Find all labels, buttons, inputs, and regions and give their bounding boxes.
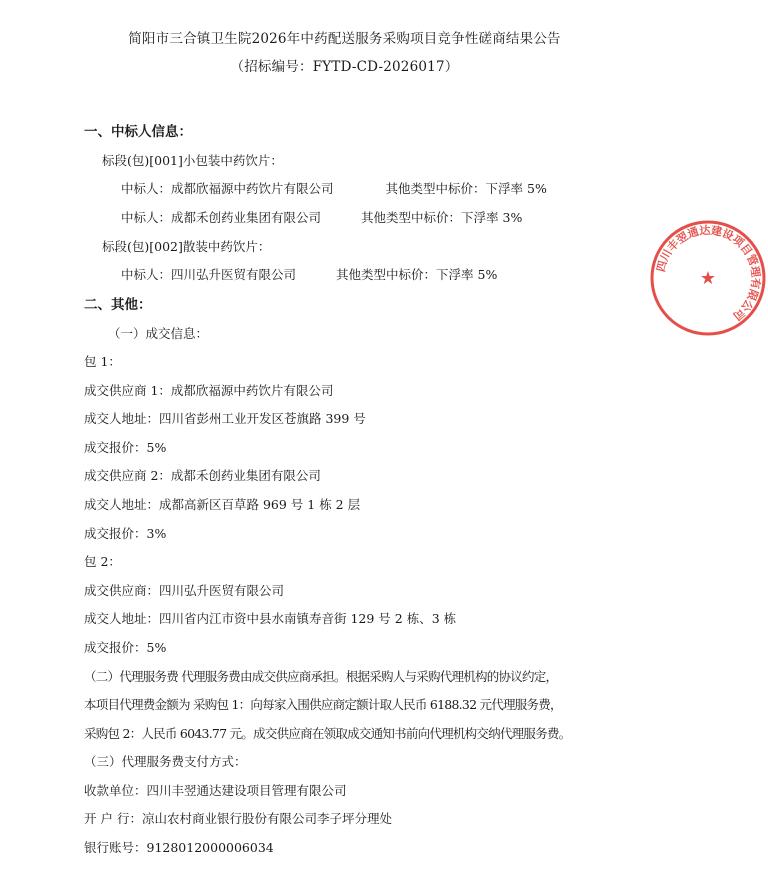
winner-price: 其他类型中标价：下浮率 5% [336, 267, 498, 282]
fee-paragraph-line-1: （二）代理服务费 代理服务费由成交供应商承担。根据采购人与采购代理机构的协议约定， [84, 669, 558, 684]
winner-name: 中标人：成都欣福源中药饮片有限公司 [121, 181, 334, 196]
lot-2-winner-1 [121, 267, 497, 283]
payee-name: 收款单位：四川丰翌通达建设项目管理有限公司 [84, 783, 347, 798]
p1-supplier-2: 成交供应商 2：成都禾创药业集团有限公司 [84, 468, 321, 483]
package-2-label: 包 2： [84, 554, 121, 569]
deal-info-heading: （一）成交信息： [108, 326, 209, 341]
section-heading-winners: 一、中标人信息： [84, 124, 192, 140]
lot-1-winner-1 [121, 181, 547, 197]
p1-supplier-1: 成交供应商 1：成都欣福源中药饮片有限公司 [84, 383, 334, 398]
winner-name: 中标人：四川弘升医贸有限公司 [121, 267, 297, 282]
p1-supplier-1-price: 成交报价：5% [84, 440, 167, 455]
p2-supplier: 成交供应商：四川弘升医贸有限公司 [84, 583, 285, 598]
winner-name: 中标人：成都禾创药业集团有限公司 [121, 210, 322, 225]
bank-account: 银行账号：9128012000006034 [84, 840, 274, 855]
svg-text:★: ★ [699, 268, 717, 289]
bank-name: 开 户 行：凉山农村商业银行股份有限公司李子坪分理处 [84, 811, 392, 826]
lot-1-label: 标段(包)[001]小包装中药饮片： [102, 153, 283, 168]
p2-supplier-address: 成交人地址：四川省内江市资中县水南镇寿音街 129 号 2 栋、3 栋 [84, 611, 457, 626]
p1-supplier-1-address: 成交人地址：四川省彭州工业开发区苍旗路 399 号 [84, 411, 366, 426]
section-heading-other: 二、其他： [84, 297, 152, 313]
svg-text:四川丰翌通达建设项目管理有限公司: 四川丰翌通达建设项目管理有限公司 [654, 223, 763, 323]
fee-paragraph-line-2: 本项目代理费金额为 采购包 1：向每家入围供应商定额计取人民币 6188.32 元代理服务费， [84, 697, 562, 712]
fee-paragraph-line-3: 采购包 2：人民币 6043.77 元。成交供应商在领取成交通知书前向代理机构交纳代理服务费。 [84, 726, 571, 741]
page-title: 简阳市三合镇卫生院2026年中药配送服务采购项目竞争性磋商结果公告 [128, 31, 561, 47]
project-number: （招标编号：FYTD-CD-2026017） [230, 59, 459, 75]
p1-supplier-2-address: 成交人地址：成都高新区百草路 969 号 1 栋 2 层 [84, 497, 361, 512]
payment-method-heading: （三）代理服务费支付方式： [84, 754, 247, 769]
p1-supplier-2-price: 成交报价：3% [84, 526, 167, 541]
winner-price: 其他类型中标价：下浮率 3% [361, 210, 523, 225]
winner-price: 其他类型中标价：下浮率 5% [385, 181, 547, 196]
lot-1-winner-2 [121, 210, 522, 226]
package-1-label: 包 1： [84, 354, 121, 369]
lot-2-label: 标段(包)[002]散装中药饮片： [102, 239, 271, 254]
p2-supplier-price: 成交报价：5% [84, 640, 167, 655]
company-seal-stamp [648, 218, 768, 338]
